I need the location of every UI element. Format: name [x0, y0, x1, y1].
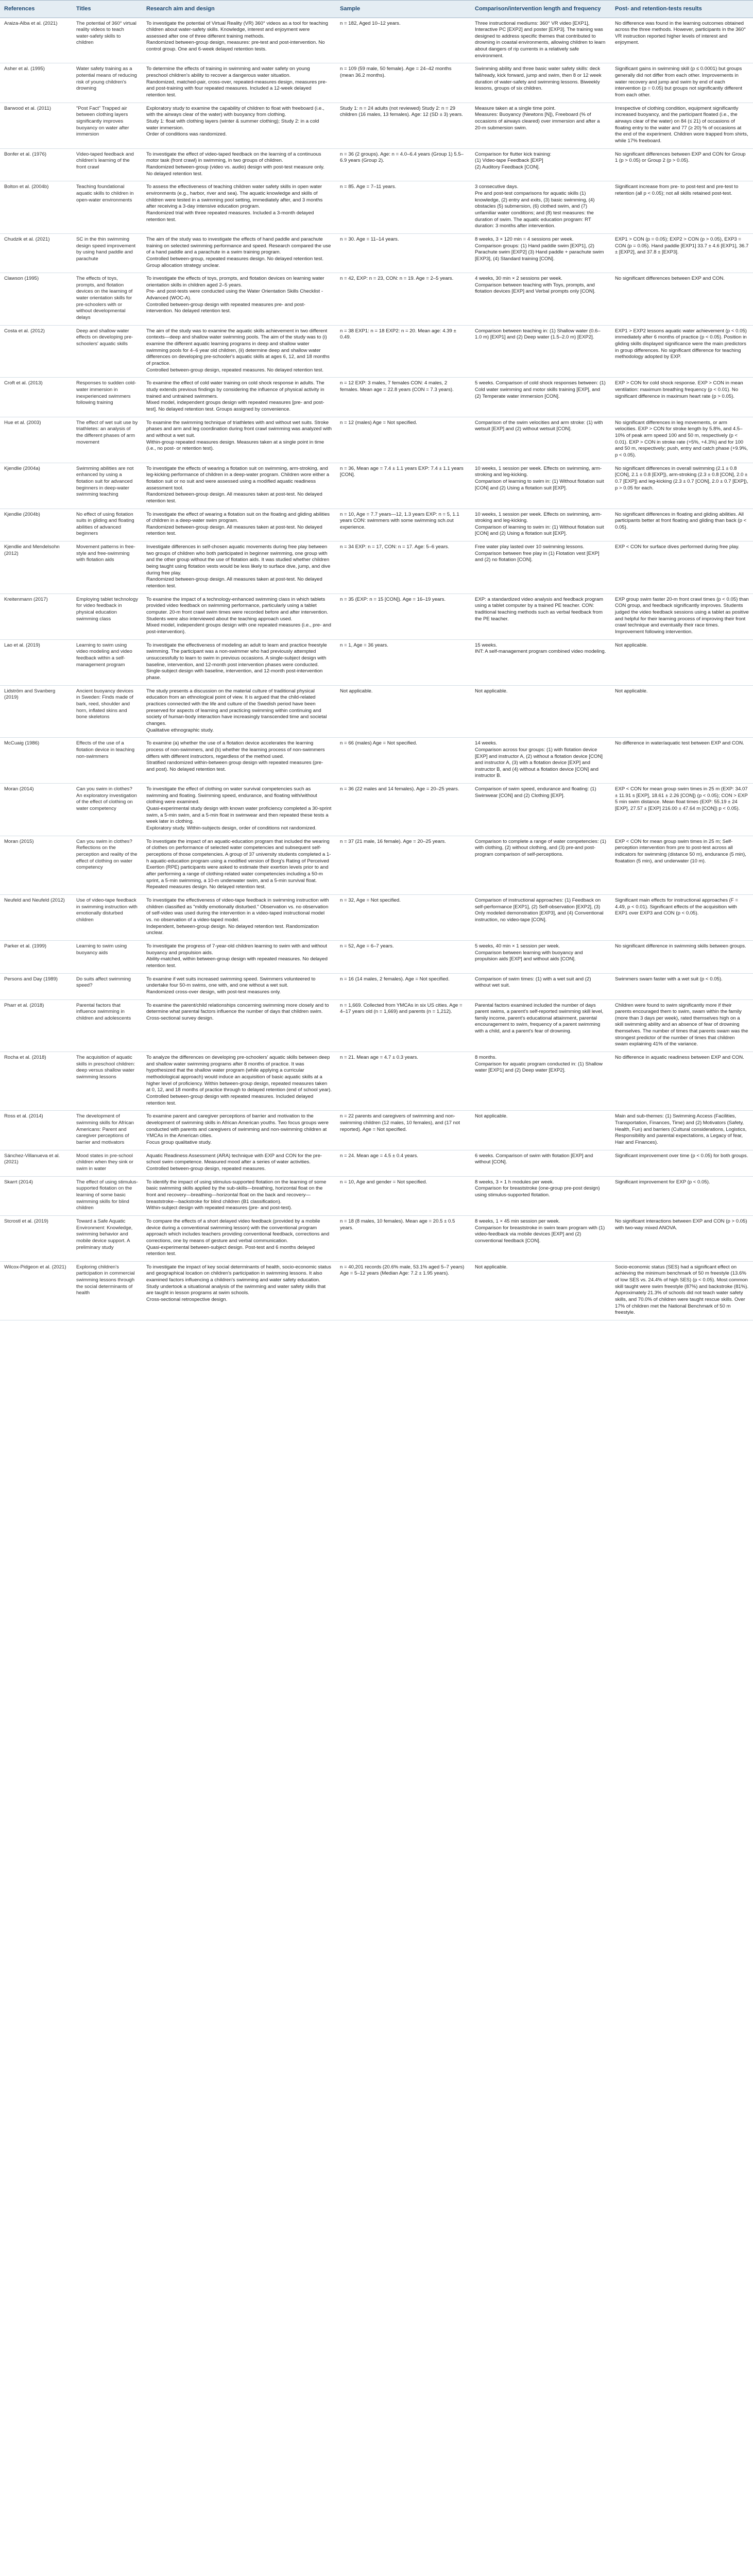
cell-reference: Barwood et al. (2011) — [0, 103, 72, 148]
cell-title: Movement patterns in free-style and free-swimming with flotation aids — [72, 541, 142, 594]
cell-title: The effects of toys, prompts, and flotation devices on the learning of water orientation skills for pre-schoolers with or without developmental delays — [72, 273, 142, 326]
cell-research-aim: Exploratory study to examine the capability of children to float with freeboard (i.e., with the airways clear of the water) with buoyancy from clothing. Study 1: float with clothing layers (winter & summer clothing); Study 2: in a cold water immersion. Order of conditions was randomized. — [142, 103, 336, 148]
cell-results: Swimmers swam faster with a wet suit (p < 0.05). — [611, 973, 753, 999]
cell-title: Can you swim in clothes? Reflections on the perception and reality of the effect of clothing on water competency — [72, 836, 142, 894]
table-row — [0, 103, 753, 148]
cell-results: Socio-economic status (SES) had a significant effect on achieving the minimum benchmark of 50 m freestyle (13.6% of low SES vs. 24.4% of high SES) (p < 0.05). Most common skill taught were swim freestyle (87%) and backstroke (81%). Approximately 21.3% of schools did not teach water safety skills, and 70.0% of children were taught rescue skills. Over 17% of children met the National Benchmark of 50 m freestyle. — [611, 1261, 753, 1320]
header-research-aim: Research aim and design — [142, 1, 336, 18]
cell-comparison: Not applicable. — [471, 685, 611, 738]
table-row — [0, 1176, 753, 1215]
cell-results: No significant differences in floating and gliding abilities. All participants better at front floating and gliding than back (p < 0.05). — [611, 509, 753, 541]
table-row — [0, 417, 753, 463]
table-row — [0, 1261, 753, 1320]
cell-reference: Hue et al. (2003) — [0, 417, 72, 463]
cell-title: Use of video-tape feedback in swimming instruction with emotionally disturbed children — [72, 894, 142, 940]
table-row — [0, 378, 753, 417]
cell-comparison: Comparison for flutter kick training: (1) Video-tape Feedback [EXP] (2) Auditory Feedback [CON]. — [471, 148, 611, 181]
cell-sample: n = 1,669. Collected from YMCAs in six US cities. Age = 4–17 years old (n = 1,669) and parents (n = 1,212). — [336, 999, 471, 1052]
cell-sample: n = 38 EXP1: n = 18 EXP2: n = 20. Mean age: 4.39 ± 0.49. — [336, 325, 471, 378]
cell-comparison: Three instructional mediums: 360° VR video [EXP1], Interactive PC [EXP2] and poster [EXP3]. The training was designed to address specific themes that contributed to drowning in coastal environments, allowing children to learn about dangers of rip currents in a relatively safe environment. — [471, 18, 611, 63]
cell-title: Video-taped feedback and children's learning of the front crawl — [72, 148, 142, 181]
table-row — [0, 63, 753, 103]
cell-comparison: 5 weeks. Comparison of cold shock responses between: (1) Cold water swimming and motor skills training [EXP], and (2) Temperate water immersion [CON]. — [471, 378, 611, 417]
cell-sample: n = 42, EXP: n = 23, CON: n = 19. Age = 2–5 years. — [336, 273, 471, 326]
cell-research-aim: To investigate the effectiveness of modeling an adult to learn and practice freestyle swimming. The participant was a non-swimmer who had previously attempted unsuccessfully to learn to swim in previous occasions. A single-subject design with baseline, intervention, and 12-month post intervention phases were conducted. Single-subject design with baseline, intervention, and 12-month post-intervention phase. — [142, 639, 336, 685]
cell-research-aim: To compare the effects of a short delayed video feedback (provided by a mobile device during a conventional swimming lesson) with the conventional program approach which includes teachers providing conventional feedback, corrections and corrections, one by means of gesture and verbal communication. Quasi-experimental between-subject design. Post-test and 6 months delayed retention test. — [142, 1215, 336, 1261]
cell-reference: Asher et al. (1995) — [0, 63, 72, 103]
cell-comparison: Comparison of instructional approaches: (1) Feedback on self-performance [EXP1], (2) Self-observation [EXP2], (3) Only modeled demonstration [EXP3], and (4) Conventional instruction, no video-tape [CON]. — [471, 894, 611, 940]
cell-research-aim: To investigate the effect of clothing on water survival competencies such as swimming and floating. Swimming speed, endurance, and floating with/without clothing were examined. Quasi-experimental study design with known water proficiency completed a 30-sprint swim, a 5-min swim, and a 5-min float in swimwear and then repeated these tests a week later in clothing. Exploratory study. Within-subjects design, order of conditions not randomized. — [142, 784, 336, 836]
cell-sample: n = 36, Mean age = 7.4 ± 1.1 years EXP: 7.4 ± 1.1 years [CON]. — [336, 463, 471, 509]
cell-sample: n = 32, Age = Not specified. — [336, 894, 471, 940]
cell-title: The development of swimming skills for African Americans: Parent and caregiver perceptions of barrier and motivators — [72, 1111, 142, 1150]
cell-reference: Kreitenmann (2017) — [0, 594, 72, 639]
cell-results: EXP1 > EXP2 lessons aquatic water achievement (p < 0.05) immediately after 6 months of practice (p < 0.05). Position in gliding skills displayed significance were the main predictors in group differences. No significant difference for teaching methodology adopted by EXP. — [611, 325, 753, 378]
cell-sample: n = 12 EXP: 3 males, 7 females CON: 4 males, 2 females. Mean age = 22.8 years (CON = 7.3 years). — [336, 378, 471, 417]
cell-sample: Study 1: n = 24 adults (not reviewed) Study 2: n = 29 children (16 males, 13 females). Age: 12 (SD ± 3) years. — [336, 103, 471, 148]
cell-comparison: 8 months. Comparison for aquatic program conducted in: (1) Shallow water [EXP1] and (2) Deep water [EXP2]. — [471, 1052, 611, 1111]
cell-results: Significant improvement for EXP (p < 0.05). — [611, 1176, 753, 1215]
cell-title: The potential of 360° virtual reality videos to teach water-safety skills to children — [72, 18, 142, 63]
cell-reference: Sánchez-Villanueva et al. (2021) — [0, 1150, 72, 1176]
cell-results: EXP group swim faster 20-m front crawl times (p < 0.05) than CON group, and feedback significantly improves. Students judged the video feedback sessions using a tablet as positive and helpful for their learning process of improving their front crawl technique and eventually their race times. Improvement following intervention. — [611, 594, 753, 639]
cell-research-aim: To determine the effects of training in swimming and water safety on young preschool children's ability to recover a dangerous water situation. Randomized, matched-pair, cross-over, repeated-measures design, measures pre- and post-training with four repeated measures. Included a 12-week delayed retention test. — [142, 63, 336, 103]
cell-title: Learning to swim using buoyancy aids — [72, 940, 142, 973]
cell-results: Significant main effects for instructional approaches (F = 4.49, p < 0.01). Significant effects of the acquisition with EXP1 over EXP3 and CON (p < 0.05). — [611, 894, 753, 940]
cell-comparison: Not applicable. — [471, 1261, 611, 1320]
cell-reference: Bolton et al. (2004b) — [0, 181, 72, 234]
cell-reference: Stcrostl et al. (2019) — [0, 1215, 72, 1261]
cell-research-aim: To investigate the effect of video-taped feedback on the learning of a continuous motor task (front crawl) in swimming, in two groups of children. Randomized between-group (video vs. audio) design with post-test measure only. No delayed retention test. — [142, 148, 336, 181]
table-row — [0, 148, 753, 181]
cell-title: Ancient buoyancy devices in Sweden: Finds made of bark, reed, shoulder and horn, inflated skins and bone skeletons — [72, 685, 142, 738]
cell-title: Exploring children's participation in commercial swimming lessons through the social determinants of health — [72, 1261, 142, 1320]
cell-research-aim: Aquatic Readiness Assessment (ARA) technique with EXP and CON for the pre-school swim competence. Measured mood after a series of water activities. Controlled between-group design, repeated measures. — [142, 1150, 336, 1176]
cell-comparison: Free water play lasted over 10 swimming lessons. Comparison between free play in (1) Flotation vest [EXP] and (2) no flotation [CON]. — [471, 541, 611, 594]
cell-comparison: 8 weeks, 3 × 120 min = 4 sessions per week. Comparison groups: (1) Hand paddle swim [EXP1], (2) Parachute swim [EXP2] (3) Hand paddle + parachute swim [EXP3], (4) Standard training [CON]. — [471, 233, 611, 273]
cell-research-aim: To investigate the progress of 7-year-old children learning to swim with and without buoyancy and propulsion aids. Ability-matched, within between-group design with repeated measures. No delayed retention test. — [142, 940, 336, 973]
cell-research-aim: The aim of the study was to examine the aquatic skills achievement in two different contexts—deep and shallow water swimming pools. The aim of the study was to (i) examine the different aquatic learning programs in deep and shallow water swimming pools for 4–6 year old children, (ii) determine deep and shallow water differences on developing pre-schooler's aquatic skills at ages 6, 12, and 18 months of practice. Controlled between-group design, repeated measures. No delayed retention test. — [142, 325, 336, 378]
cell-reference: McCuaig (1986) — [0, 738, 72, 784]
cell-results: EXP < CON for mean group swim times in 25 m (EXP: 34.07 ± 11.91 s [EXP], 18.61 ± 2.26 [CON]) (p < 0.05); CON > EXP 5 min swim distance. Mean float times (EXP: 55.19 ± 24 [EXP], 27.57 ± [EXP] 216.00 ± 47.64 m [CON]) p < 0.05). — [611, 784, 753, 836]
cell-research-aim: To investigate the effects of wearing a flotation suit on swimming, arm-stroking, and leg-kicking performance of children in a deep-water program. Children wore either a flotation suit or no suit and were assessed using a modified aquatic readiness assessment tool. Randomized between-group design. All measures taken at post-test. No delayed retention test. — [142, 463, 336, 509]
table-row — [0, 999, 753, 1052]
cell-research-aim: To analyze the differences on developing pre-schoolers' aquatic skills between deep and shallow water swimming programs after 8 months of practice. It was hypothesized that the shallow water program (while applying a curricular methodological approach) would induce an acquisition of basic aquatic skills at a higher level of proficiency. Within between-group design, repeated measures taken at 0, 12, and 18 months of practice through to delayed retention (end of school year). Controlled between-group design with repeated measures. Included delayed retention test. — [142, 1052, 336, 1111]
cell-comparison: 8 weeks, 3 × 1 h modules per week. Comparison for breaststroke (one-group pre-post design) using stimulus-supported flotation. — [471, 1176, 611, 1215]
cell-comparison: Not applicable. — [471, 1111, 611, 1150]
cell-reference: Moran (2015) — [0, 836, 72, 894]
cell-sample: Not applicable. — [336, 685, 471, 738]
cell-title: Mood states in pre-school children when they sink or swim in water — [72, 1150, 142, 1176]
table-row — [0, 181, 753, 234]
cell-results: Irrespective of clothing condition, equipment significantly increased buoyancy, and the participant floated (i.e., the airways clear of the water) on 84 (≤ 21) of occasions of floating entry to the water and 77 (≥ 20) % of occasions at the end of the experiment. Children wore trapped from shirts, while 17% freeboard. — [611, 103, 753, 148]
cell-research-aim: To examine (a) whether the use of a flotation device accelerates the learning process of non-swimmers, and (b) whether the learning process of non-swimmers differs with different instructors, regardless of the method used. Stratified randomized within-between group design with repeated measures (pre- and post). No delayed retention test. — [142, 738, 336, 784]
cell-title: No effect of using flotation suits in gliding and floating abilities of advanced beginners — [72, 509, 142, 541]
table-row — [0, 940, 753, 973]
cell-research-aim: To assess the effectiveness of teaching children water safety skills in open water environments (e.g., harbor, river and sea). The aquatic knowledge and skills of children were tested in a swimming pool setting, immediately after, and 3 months after receiving a 3-day intensive education program. Randomized trial with three repeated measures. Included a 3-month delayed retention test. — [142, 181, 336, 234]
cell-comparison: Comparison of swim speed, endurance and floating: (1) Swimwear [CON] and (2) Clothing [EXP]. — [471, 784, 611, 836]
table-row — [0, 18, 753, 63]
table-body — [0, 18, 753, 1320]
cell-title: Responses to sudden cold-water immersion in inexperienced swimmers following training — [72, 378, 142, 417]
cell-results: Main and sub-themes: (1) Swimming Access (Facilities, Transportation, Finances, Time) and (2) Motivators (Safety, Health, Fun) and barriers (Cultural considerations, Logistics, Responsibility and parental expectations, a Legacy of fear, Hair and Finances). — [611, 1111, 753, 1150]
cell-reference: Chudzik et al. (2021) — [0, 233, 72, 273]
cell-research-aim: To examine parent and caregiver perceptions of barrier and motivation to the development of swimming skills in African American youths. Two focus groups were conducted with parents and caregivers of swimming and non-swimming children at YMCAs in the American cities. Focus group qualitative study. — [142, 1111, 336, 1150]
cell-sample: n = 85. Age = 7–11 years. — [336, 181, 471, 234]
cell-title: Deep and shallow water effects on developing pre-schoolers' aquatic skills — [72, 325, 142, 378]
cell-reference: Costa et al. (2012) — [0, 325, 72, 378]
cell-results: No difference in aquatic readiness between EXP and CON. — [611, 1052, 753, 1111]
table-row — [0, 973, 753, 999]
cell-title: SC in the thin swimming design speed improvement by using hand paddle and parachute — [72, 233, 142, 273]
header-titles: Titles — [72, 1, 142, 18]
cell-sample: n = 10, Age = 7.7 years—12, 1.3 years EXP: n = 5, 1.1 years CON: swimmers with some swimming sch.out experience. — [336, 509, 471, 541]
table-row — [0, 894, 753, 940]
cell-results: Significant improvement over time (p < 0.05) for both groups. — [611, 1150, 753, 1176]
table-row — [0, 639, 753, 685]
cell-research-aim: To identify the impact of using stimulus-supported flotation on the learning of some basic swimming skills applied by the sub-skills—breathing, horizontal float on the front and recovery—breathing—horizontal float on the back and recovery—breaststroke—backstroke for blind children (B1 classification). Within-subject design with repeated measures (pre- and post-test). — [142, 1176, 336, 1215]
cell-sample: n = 109 (59 male, 50 female). Age = 24–42 months (mean 36.2 months). — [336, 63, 471, 103]
cell-reference: Moran (2014) — [0, 784, 72, 836]
table-row — [0, 1111, 753, 1150]
cell-reference: Persons and Day (1989) — [0, 973, 72, 999]
cell-title: The acquisition of aquatic skills in preschool children: deep versus shallow water swimming lessons — [72, 1052, 142, 1111]
table-row — [0, 594, 753, 639]
cell-research-aim: To investigate the effectiveness of video-tape feedback in swimming instruction with children classified as "mildly emotionally disturbed." Observation vs. no observation of self-video was used during the intervention in a video-taped instructional model vs. no observation of a video-taped model. Independent, between-group design. No delayed retention test. Randomization unclear. — [142, 894, 336, 940]
cell-comparison: Comparison of swim times: (1) with a wet suit and (2) without wet suit. — [471, 973, 611, 999]
cell-comparison: EXP: a standardized video analysis and feedback program using a tablet computer by a trained PE teacher. CON: traditional teaching methods such as verbal feedback from the PE teacher. — [471, 594, 611, 639]
cell-reference: Parker et al. (1999) — [0, 940, 72, 973]
cell-research-aim: The study presents a discussion on the material culture of traditional physical education from an ethnological point of view. It is argued that the child-related practices connected with the life and culture of the Swedish period have been preserved for aspects of learning and practicing swimming within continuing and society of human-body interaction have increasingly transcended time and societal changes. Qualitative ethnographic study. — [142, 685, 336, 738]
cell-reference: Bonfer et al. (1976) — [0, 148, 72, 181]
cell-research-aim: Investigate differences in self-chosen aquatic movements during free play between two groups of children who both participated in beginner swimming, one group with and the other group without the use of flotation aids. It was studied whether children being taught using flotation vests would be less likely to surface dive, jump, and dive during free play. Randomized between-group design. All measures taken at post-test. No delayed retention test. — [142, 541, 336, 594]
table-row — [0, 273, 753, 326]
header-comparison: Comparison/intervention length and frequency — [471, 1, 611, 18]
cell-sample: n = 10, Age and gender = Not specified. — [336, 1176, 471, 1215]
cell-reference: Neufeld and Neufeld (2012) — [0, 894, 72, 940]
header-row — [0, 1, 753, 18]
cell-research-aim: To examine the parent/child relationships concerning swimming more closely and to determine what parental factors influence the number of days that children swim. Cross-sectional survey design. — [142, 999, 336, 1052]
table-row — [0, 1052, 753, 1111]
cell-research-aim: To examine if wet suits increased swimming speed. Swimmers volunteered to undertake four 50-m swims, one with, and one without a wet suit. Randomized cross-over design, with post-test measures only. — [142, 973, 336, 999]
cell-comparison: Swimming ability and three basic water safety skills: deck fall/ready, kick forward, jump and swim, then 8 or 12 week duration of water-safety and swimming lessons. Biweekly lessons, groups of six children. — [471, 63, 611, 103]
cell-sample: n = 16 (14 males, 2 females). Age = Not specified. — [336, 973, 471, 999]
cell-comparison: 3 consecutive days. Pre and post-test comparisons for aquatic skills (1) knowledge, (2) entry and exits, (3) basic swimming, (4) obstacles (5) submersion, (6) clothed swim, and (7) unfamiliar water conditions; and (8) test measures: the duration of swim. The aquatic education program: RT duration: 3 months after intervention. — [471, 181, 611, 234]
cell-sample: n = 35 (EXP: n = 15 [CON]). Age = 16–19 years. — [336, 594, 471, 639]
cell-comparison: 5 weeks, 40 min × 1 session per week. Comparison between learning with buoyancy and propulsion aids [EXP] and without aids [CON]. — [471, 940, 611, 973]
cell-sample: n = 30. Age = 11–14 years. — [336, 233, 471, 273]
cell-title: Water safety training as a potential means of reducing risk of young children's drowning — [72, 63, 142, 103]
table-row — [0, 1215, 753, 1261]
cell-results: Not applicable. — [611, 639, 753, 685]
cell-results: EXP < CON for surface dives performed during free play. — [611, 541, 753, 594]
cell-results: No significant interactions between EXP and CON (p > 0.05) with two-way mixed ANOVA. — [611, 1215, 753, 1261]
cell-reference: Ross et al. (2014) — [0, 1111, 72, 1150]
cell-sample: n = 12 (males) Age = Not specified. — [336, 417, 471, 463]
cell-results: No difference in water/aquatic test between EXP and CON. — [611, 738, 753, 784]
cell-results: Significant increase from pre- to post-test and pre-test to retention (all p < 0.05); not all skills retained post-test. — [611, 181, 753, 234]
cell-reference: Kjendlie (2004a) — [0, 463, 72, 509]
cell-research-aim: To examine the impact of a technology-enhanced swimming class in which tablets provided video feedback on swimming performance, particularly using a tablet computer. 20-m front crawl swim times were recorded before and after intervention. Students were also interviewed about the teaching approach used. Mixed model, independent groups design with one repeated measures (i.e., pre- and post-intervention). — [142, 594, 336, 639]
cell-reference: Kjendlie and Mendelsohn (2012) — [0, 541, 72, 594]
cell-results: Children were found to swim significantly more if their parents encouraged them to swim, swam within the family (more than 3 days per week), rated themselves high on a skill swimming ability and an absence of fear of drowning themselves. The number of times that parents swam was the strongest predictor of the number of times that children swam explaining 41% of the variance. — [611, 999, 753, 1052]
cell-reference: Kjendlie (2004b) — [0, 509, 72, 541]
cell-results: Significant gains in swimming skill (p ≤ 0.0001) but groups generally did not differ from each other. Improvements in water recovery and jump and swim by end of each intervention (p = 0.05) but groups not significantly different from each other. — [611, 63, 753, 103]
table-row — [0, 784, 753, 836]
cell-results: EXP < CON for mean group swim times in 25 m; Self-perception intervention from pre to post-test across all indicators for swimming (distance 50 m), endurance (5 min), floatation (5 min), and underwater (10 m). — [611, 836, 753, 894]
cell-reference: Lidström and Svanberg (2019) — [0, 685, 72, 738]
cell-title: Do suits affect swimming speed? — [72, 973, 142, 999]
cell-title: Can you swim in clothes? An exploratory investigation of the effect of clothing on water competency — [72, 784, 142, 836]
cell-reference: Pharr et al. (2018) — [0, 999, 72, 1052]
cell-results: EXP1 > CON (p = 0.05); EXP2 > CON (p > 0.05), EXP3 = CON (p = 0.05). Hand paddle [EXP1] 33.7 ± 4.6 [EXP1], 36.7 ± [EXP2], and 37.8 ± [EXP3]. — [611, 233, 753, 273]
cell-results: Not applicable. — [611, 685, 753, 738]
cell-title: Employing tablet technology for video feedback in physical education swimming class — [72, 594, 142, 639]
cell-research-aim: To investigate the impact of an aquatic-education program that included the wearing of clothes on performance of selected water competencies and subsequent self-perceptions of those competencies. A group of 37 university students completed a 1-h aquatic-education program using a modified version of Borg's Rating of Perceived Exertion (RPE) participants were asked to estimate their exertion levels prior to and after performing a range of clothing-related water competencies including a 50-m sprint, a 5-min swimming, a 10-m underwater swim, and a 5-min survival float. Repeated measures design. No delayed retention test. — [142, 836, 336, 894]
header-results: Post- and retention-tests results — [611, 1, 753, 18]
cell-title: Learning to swim using video modeling and video feedback within a self-management program — [72, 639, 142, 685]
header-sample: Sample — [336, 1, 471, 18]
table-row — [0, 541, 753, 594]
cell-comparison: Comparison between teaching in: (1) Shallow water (0.6–1.0 m) [EXP1] and (2) Deep water (1.5–2.0 m) [EXP2]. — [471, 325, 611, 378]
table-row — [0, 325, 753, 378]
cell-comparison: 10 weeks, 1 session per week. Effects on swimming, arm-stroking and leg-kicking. Comparison of learning to swim in: (1) Without flotation suit [CON] and (2) Using a flotation suit [EXP]. — [471, 509, 611, 541]
table-header — [0, 1, 753, 18]
cell-reference: Croft et al. (2013) — [0, 378, 72, 417]
cell-sample: n = 18 (8 males, 10 females). Mean age = 20.5 ± 0.5 years. — [336, 1215, 471, 1261]
table-row — [0, 233, 753, 273]
cell-results: No significant differences between EXP and CON. — [611, 273, 753, 326]
table-row — [0, 509, 753, 541]
cell-comparison: Measure taken at a single time point. Measures: Buoyancy (Newtons [N]), Freeboard (% of occasions of airways cleared) over immersion and after a 20-m submersion swim. — [471, 103, 611, 148]
cell-comparison: 10 weeks, 1 session per week. Effects on swimming, arm-stroking and leg-kicking. Comparison of learning to swim in: (1) Without flotation suit [CON] and (2) Using a flotation suit [EXP]. — [471, 463, 611, 509]
cell-research-aim: To investigate the effects of toys, prompts, and flotation devices on learning water orientation skills in children aged 2–5 years. Pre- and post-tests were conducted using the Water Orientation Skills Checklist - Advanced (WOC-A). Controlled between-group design with repeated measures pre- and post-intervention. No delayed retention test. — [142, 273, 336, 326]
cell-reference: Rocha et al. (2018) — [0, 1052, 72, 1111]
cell-sample: n = 21. Mean age = 4.7 ± 0.3 years. — [336, 1052, 471, 1111]
cell-reference: Araiza-Alba et al. (2021) — [0, 18, 72, 63]
cell-results: No significant differences in leg movements, or arm velocities. EXP > CON for stroke length by 5.8%, and 4.5–10% of peak arm speed 100 and 50 m, respectively (p < 0.01). EXP > CON in stroke rate (+5%, +4.3%) and for 100 and 50 m, respectively; push, entry and catch phase (+9.9%, p < 0.05). — [611, 417, 753, 463]
cell-comparison: Comparison of the swim velocities and arm stroke: (1) with wetsuit [EXP] and (2) without wetsuit [CON]. — [471, 417, 611, 463]
cell-reference: Clawson (1995) — [0, 273, 72, 326]
table-row — [0, 738, 753, 784]
cell-sample: n = 1, Age = 36 years. — [336, 639, 471, 685]
table-row — [0, 463, 753, 509]
cell-comparison: 8 weeks, 1 × 45 min session per week. Comparison for breaststroke in swim team program with (1) video-feedback via mobile devices [EXP] and (2) conventional feedback [CON]. — [471, 1215, 611, 1261]
cell-results: No significant differences between EXP and CON for Group 1 (p > 0.05) or Group 2 (p > 0.05). — [611, 148, 753, 181]
cell-title: Parental factors that influence swimming in children and adolescents — [72, 999, 142, 1052]
cell-comparison: 14 weeks. Comparison across four groups: (1) with flotation device [EXP] and instructor A, (2) without a flotation device [CON] and instructor A, (3) with a flotation device [EXP] and instructor B, and (4) without a flotation device [CON] and instructor B. — [471, 738, 611, 784]
cell-comparison: 4 weeks, 30 min × 2 sessions per week. Comparison between teaching with Toys, prompts, and flotation devices [EXP] and Verbal prompts only [CON]. — [471, 273, 611, 326]
cell-title: Effects of the use of a flotation device in teaching non-swimmers — [72, 738, 142, 784]
cell-title: Toward a Safe Aquatic Environment: Knowledge, swimming behavior and mobile device support. A preliminary study — [72, 1215, 142, 1261]
cell-sample: n = 34 EXP: n = 17, CON: n = 17. Age: 5–6 years. — [336, 541, 471, 594]
cell-title: The effect of wet suit use by triathletes: an analysis of the different phases of arm movement — [72, 417, 142, 463]
cell-research-aim: To investigate the effect of wearing a flotation suit on the floating and gliding abilities of children in a deep-water swim program. Randomized between-group design. All measures taken at post-test. No delayed retention test. — [142, 509, 336, 541]
cell-sample: n = 24. Mean age = 4.5 ± 0.4 years. — [336, 1150, 471, 1176]
cell-sample: n = 66 (males) Age = Not specified. — [336, 738, 471, 784]
cell-comparison: 15 weeks. INT: A self-management program combined video modeling. — [471, 639, 611, 685]
table-row — [0, 1150, 753, 1176]
cell-results: No difference was found in the learning outcomes obtained across the three methods. However, participants in the 360° VR instruction reported higher levels of interest and enjoyment. — [611, 18, 753, 63]
table-row — [0, 685, 753, 738]
cell-research-aim: The aim of the study was to investigate the effects of hand paddle and parachute training on selected swimming performance and speed. Research compared the use of a hand paddle and a parachute in a swim training program. Controlled between-group, repeated measures design. No delayed retention test. Group allocation strategy unclear. — [142, 233, 336, 273]
cell-title: Teaching foundational aquatic skills to children in open-water environments — [72, 181, 142, 234]
cell-research-aim: To examine the swimming technique of triathletes with and without wet suits. Stroke phases and arm and leg coordination during front crawl swimming was analyzed with and without a wet suit. Within-group repeated measures design. Measures taken at a single point in time (i.e., no post- or retention test). — [142, 417, 336, 463]
cell-comparison: Comparison to complete a range of water competencies: (1) with clothing, (2) without clothing, and (3) pre-and post-program comparison of self-perceptions. — [471, 836, 611, 894]
cell-comparison: 6 weeks. Comparison of swim with flotation [EXP] and without [CON]. — [471, 1150, 611, 1176]
cell-results: No significant difference in swimming skills between groups. — [611, 940, 753, 973]
cell-title: Swimming abilities are not enhanced by using a flotation suit for advanced beginners in deep-water swimming teaching — [72, 463, 142, 509]
cell-results: EXP > CON for cold shock response. EXP > CON in mean ventilation: maximum breathing frequency (p < 0.01). No significant difference in maximum heart rate (p > 0.05). — [611, 378, 753, 417]
cell-sample: n = 52, Age = 6–7 years. — [336, 940, 471, 973]
cell-research-aim: To investigate the impact of key social determinants of health, socio-economic status and geographical location on children's participation in swimming lessons. It also examined factors influencing a children's swimming and water safety education. Study undertook a situational analysis of the swimming and water safety skills that are taught in lesson programs at swim schools. Cross-sectional retrospective design. — [142, 1261, 336, 1320]
cell-reference: Skarrt (2014) — [0, 1176, 72, 1215]
cell-comparison: Parental factors examined included the number of days parent swims, a parent's self-reported swimming skill level, family income, parent's educational attainment, parental encouragement to swim, frequency of a parent swimming with a child, and a parent's fear of drowning. — [471, 999, 611, 1052]
cell-sample: n = 37 (21 male, 16 female). Age = 20–25 years. — [336, 836, 471, 894]
cell-sample: n = 36 (22 males and 14 females). Age = 20–25 years. — [336, 784, 471, 836]
cell-reference: Lao et al. (2019) — [0, 639, 72, 685]
cell-title: The effect of using stimulus-supported flotation on the learning of some basic swimming skills for blind children — [72, 1176, 142, 1215]
header-references: References — [0, 1, 72, 18]
table-row — [0, 836, 753, 894]
cell-sample: n = 22 parents and caregivers of swimming and non-swimming children (12 males, 10 females), and (17 not reported). Age = Not specified. — [336, 1111, 471, 1150]
cell-reference: Wilcox-Pidgeon et al. (2021) — [0, 1261, 72, 1320]
cell-sample: n = 40,201 records (20.6% male, 53.1% aged 5–7 years) Age = 5–12 years (Median Age: 7.2 ± 1.95 years). — [336, 1261, 471, 1320]
cell-research-aim: To investigate the potential of Virtual Reality (VR) 360° videos as a tool for teaching children about water-safety skills. Knowledge, interest and enjoyment were assessed after one of three different training methods. Randomized between-group design, measures: pre-test and post-intervention. No control group. One and 6-week delayed retention tests. — [142, 18, 336, 63]
cell-sample: n = 36 (2 groups). Age: n = 4.0–6.4 years (Group 1) 5.5–6.9 years (Group 2). — [336, 148, 471, 181]
cell-results: No significant differences in overall swimming (2.1 ± 0.8 [CON], 2.1 ± 0.8 [EXP]), arm-stroking (2.3 ± 0.8 [CON], 2.0 ± 0.7 [EXP]) and leg-kicking (2.3 ± 0.7 [CON], 2.0 ± 0.7 [EXP]), p > 0.05 for each. — [611, 463, 753, 509]
cell-title: "Post Fact" Trapped air between clothing layers significantly improves buoyancy on water after immersion — [72, 103, 142, 148]
cell-sample: n = 182, Aged 10–12 years. — [336, 18, 471, 63]
cell-research-aim: To examine the effect of cold water training on cold shock response in adults. The study extends previous findings by considering the influence of physical activity in trained and untrained swimmers. Mixed model, independent groups design with repeated measures [pre- and post-test]. No delayed retention test. Groups assigned by convenience. — [142, 378, 336, 417]
